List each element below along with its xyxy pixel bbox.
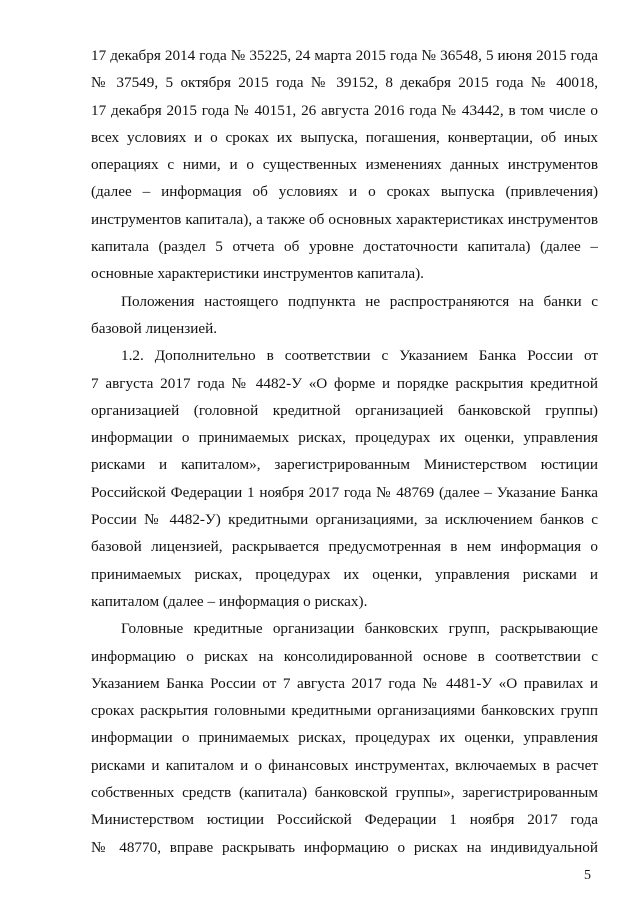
text-line: № 48770, вправе раскрывать информацию о рисках на индивидуальной	[91, 838, 598, 856]
page-number: 5	[584, 868, 591, 883]
text-line: 17 декабря 2015 года № 40151, 26 августа 2016 года № 43442, в том числе о	[91, 101, 598, 119]
text-line: 17 декабря 2014 года № 35225, 24 марта 2015 года № 36548, 5 июня 2015 года	[91, 47, 598, 64]
text-line: принимаемых рисках, процедурах их оценки, управления рисками и	[91, 565, 598, 583]
text-line: информации о принимаемых рисках, процедурах их оценки, управления	[91, 729, 598, 747]
text-line: рисками и капиталом», зарегистрированным Министерством юстиции	[91, 456, 598, 474]
text-line: базовой лицензией.	[91, 319, 218, 337]
text-line: капиталом (далее – информация о рисках).	[91, 592, 368, 610]
text-line: информации о принимаемых рисках, процедурах их оценки, управления	[91, 429, 598, 447]
text-line: организацией (головной кредитной организацией банковской группы)	[91, 401, 598, 419]
text-line: сроках раскрытия головными кредитными организациями банковских групп	[91, 702, 598, 720]
text-line: собственных средств (капитала) банковской группы», зарегистрированным	[91, 784, 598, 802]
document-page	[91, 42, 598, 861]
text-line: основные характеристики инструментов капитала).	[91, 265, 424, 283]
text-line: России № 4482-У) кредитными организациями, за исключением банков с	[91, 511, 598, 529]
text-line: Головные кредитные организации банковских групп, раскрывающие	[121, 620, 598, 638]
text-line: Российской Федерации 1 ноября 2017 года № 48769 (далее – Указание Банка	[91, 483, 598, 501]
document-body	[91, 42, 598, 861]
text-line: Положения настоящего подпункта не распространяются на банки с	[121, 292, 598, 310]
text-line: всех условиях и о сроках их выпуска, погашения, конвертации, об иных	[91, 128, 598, 146]
text-line: 1.2. Дополнительно в соответствии с Указанием Банка России от	[121, 347, 598, 365]
text-line: Указанием Банка России от 7 августа 2017 года № 4481-У «О правилах и	[91, 674, 598, 692]
text-line: операциях с ними, и о существенных изменениях данных инструментов	[91, 156, 598, 174]
text-line: капитала (раздел 5 отчета об уровне достаточности капитала) (далее –	[91, 238, 598, 256]
text-line: рисками и капиталом и о финансовых инструментах, включаемых в расчет	[91, 756, 598, 774]
text-line: инструментов капитала), а также об основных характеристиках инструментов	[91, 210, 598, 228]
text-line: (далее – информация об условиях и о сроках выпуска (привлечения)	[91, 183, 598, 201]
text-line: № 37549, 5 октября 2015 года № 39152, 8 декабря 2015 года № 40018,	[91, 74, 598, 92]
text-line: базовой лицензией, раскрывается предусмотренная в нем информация о	[91, 538, 598, 556]
text-line: 7 августа 2017 года № 4482-У «О форме и порядке раскрытия кредитной	[91, 374, 598, 392]
text-line: информацию о рисках на консолидированной основе в соответствии с	[91, 647, 598, 665]
text-line: Министерством юстиции Российской Федерации 1 ноября 2017 года	[91, 811, 598, 829]
